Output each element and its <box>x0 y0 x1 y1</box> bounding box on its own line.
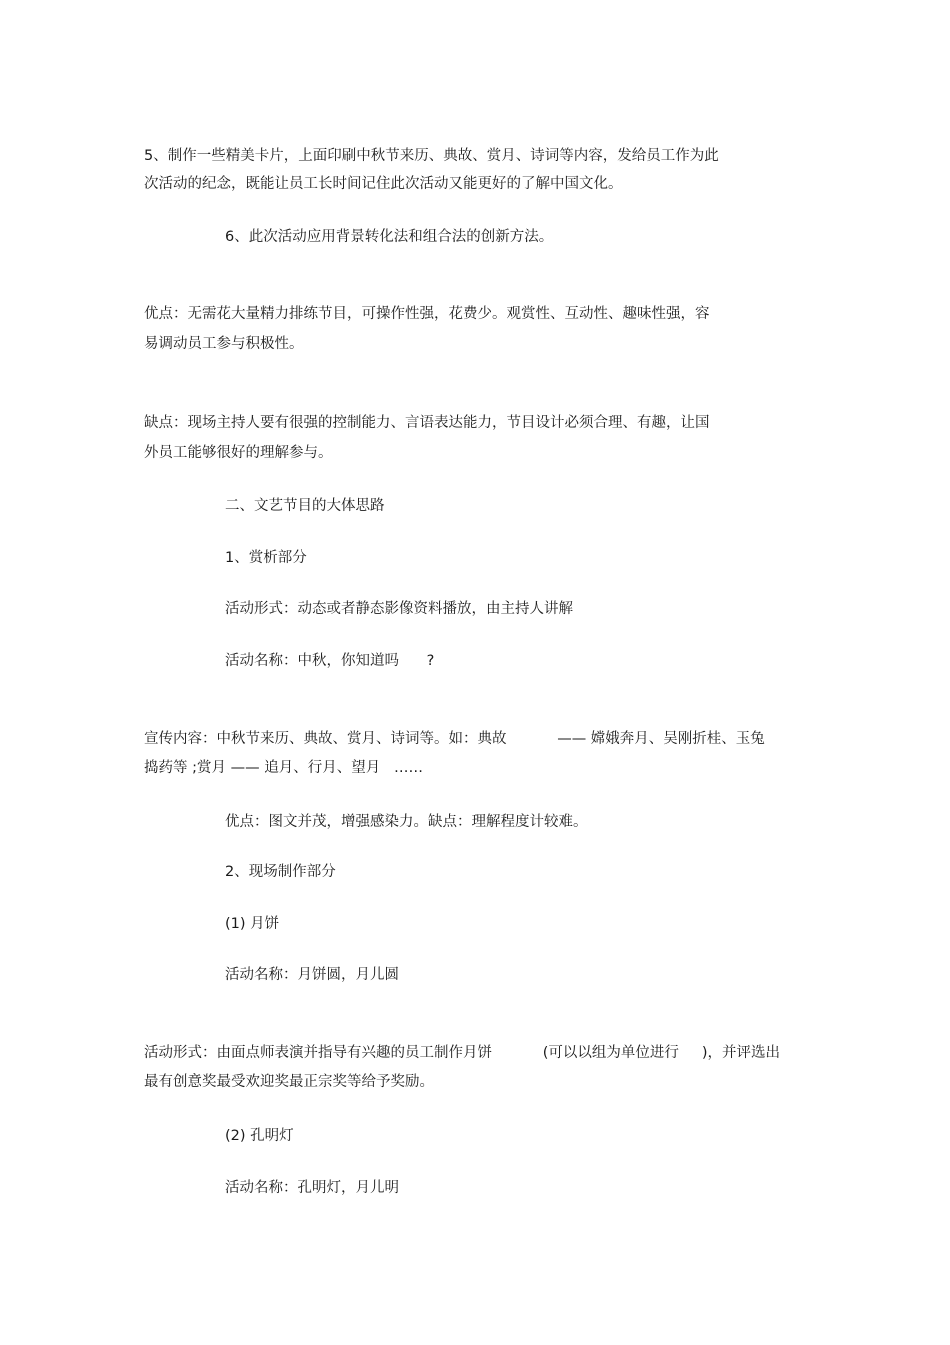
activity-form-mooncake-line-1: 活动形式：由面点师表演并指导有兴趣的员工制作月饼 (可以以组为单位进行 )，并评选出 <box>144 1045 781 1061</box>
subsection-1-heading: 1、赏析部分 <box>225 550 307 566</box>
promo-content-line-2: 捣药等 ;赏月 —— 追月、行月、望月 …… <box>144 760 424 776</box>
item-kongming-lantern: (2) 孔明灯 <box>225 1128 294 1144</box>
promo-content-line-1: 宣传内容：中秋节来历、典故、赏月、诗词等。如：典故 —— 嫦娥奔月、吴刚折桂、玉兔 <box>144 731 765 747</box>
paragraph-6: 6、此次活动应用背景转化法和组合法的创新方法。 <box>225 229 554 245</box>
advantages-line-2: 易调动员工参与积极性。 <box>144 336 304 352</box>
advantages-line-1: 优点：无需花大量精力排练节目，可操作性强，花费少。观赏性、互动性、趣味性强，容 <box>144 306 710 322</box>
item-mooncake: (1) 月饼 <box>225 916 280 932</box>
activity-name-lantern: 活动名称：孔明灯，月儿明 <box>225 1180 399 1196</box>
activity-name-1: 活动名称：中秋，你知道吗 ? <box>225 653 435 669</box>
paragraph-5-line-1: 5、制作一些精美卡片，上面印刷中秋节来历、典故、赏月、诗词等内容，发给员工作为此 <box>144 148 719 164</box>
disadvantages-line-2: 外员工能够很好的理解参与。 <box>144 445 333 461</box>
activity-name-mooncake: 活动名称：月饼圆，月儿圆 <box>225 967 399 983</box>
activity-form-1: 活动形式：动态或者静态影像资料播放，由主持人讲解 <box>225 601 573 617</box>
section-heading-2: 二、文艺节目的大体思路 <box>225 498 385 514</box>
disadvantages-line-1: 缺点：现场主持人要有很强的控制能力、言语表达能力，节目设计必须合理、有趣，让国 <box>144 415 710 431</box>
paragraph-5-line-2: 次活动的纪念，既能让员工长时间记住此次活动又能更好的了解中国文化。 <box>144 176 623 192</box>
subsection-2-heading: 2、现场制作部分 <box>225 864 336 880</box>
activity-form-mooncake-line-2: 最有创意奖最受欢迎奖最正宗奖等给予奖励。 <box>144 1074 434 1090</box>
pros-cons-1: 优点：图文并茂，增强感染力。缺点：理解程度计较难。 <box>225 814 588 830</box>
